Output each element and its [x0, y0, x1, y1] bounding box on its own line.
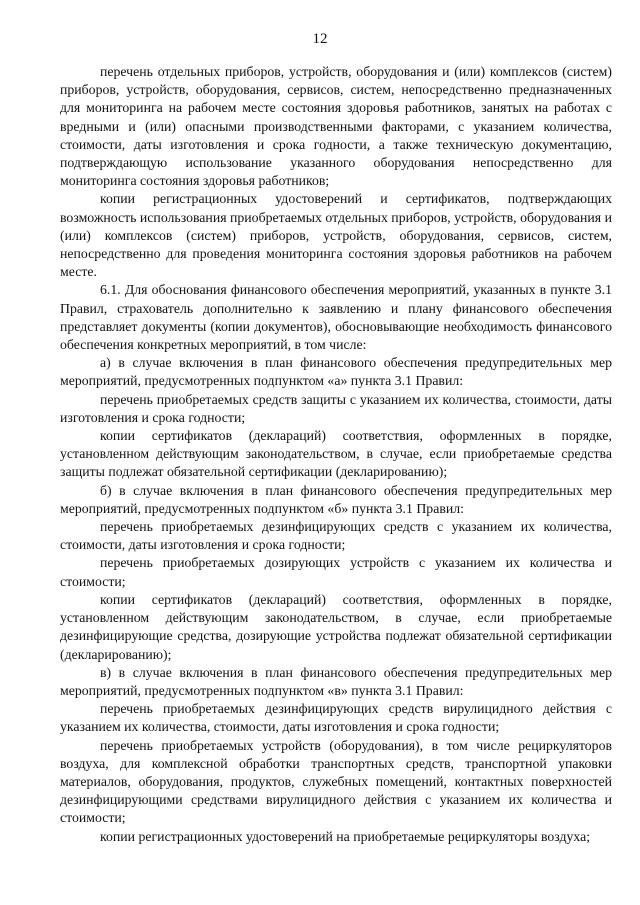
document-body	[60, 63, 612, 846]
paragraph-section-6-1: 6.1. Для обоснования финансового обеспечения мероприятий, указанных в пункте 3.1 Правил, страхователь дополнительно к заявлению и плану финансового обеспечения представляет документы (копии документов), обосновывающие необходимость финансового обеспечения конкретных мероприятий, в том числе:	[60, 282, 612, 353]
paragraph-devices-list: перечень приобретаемых устройств (оборудования), в том числе рециркуляторов воздуха, для комплексной обработки транспортных средств, транспортной упаковки материалов, оборудования, продуктов, служебных помещений, контактных поверхностей дезинфицирующими средствами вирулицидного действия с указанием их количества и стоимости;	[60, 737, 612, 826]
paragraph-subitem-v: в) в случае включения в план финансового обеспечения предупредительных мер мероприятий, предусмотренных подпунктом «в» пункта 3.1 Правил:	[60, 664, 612, 698]
paragraph-disinfectants-list: перечень приобретаемых дезинфицирующих средств с указанием их количества, стоимости, даты изготовления и срока годности;	[60, 519, 612, 553]
page-number: 12	[312, 31, 328, 47]
paragraph-subitem-b: б) в случае включения в план финансового обеспечения предупредительных мер мероприятий, предусмотренных подпунктом «б» пункта 3.1 Правил:	[60, 482, 612, 516]
paragraph-protection-list: перечень приобретаемых средств защиты с указанием их количества, стоимости, даты изготовления и срока годности;	[60, 391, 612, 425]
paragraph-disinfectant-certificates: копии сертификатов (деклараций) соответствия, оформленных в порядке, установленном действующим законодательством, в случае, если приобретаемые дезинфицирующие средства, дозирующие устройства подлежат обязательной сертификации (декларированию);	[60, 591, 612, 662]
paragraph-dosing-devices-list: перечень приобретаемых дозирующих устройств с указанием их количества и стоимости;	[60, 555, 612, 589]
paragraph-protection-certificates: копии сертификатов (деклараций) соответствия, оформленных в порядке, установленном действующим законодательством, в случае, если приобретаемые средства защиты подлежат обязательной сертификации (декларированию);	[60, 428, 612, 480]
paragraph-recirculator-certificates: копии регистрационных удостоверений на приобретаемые рециркуляторы воздуха;	[100, 828, 591, 844]
paragraph-virucidal-list: перечень приобретаемых дезинфицирующих средств вирулицидного действия с указанием их количества, стоимости, даты изготовления и срока годности;	[60, 701, 612, 735]
paragraph-equipment-list: перечень отдельных приборов, устройств, оборудования и (или) комплексов (систем) приборов, устройств, оборудования, сервисов, систем, непосредственно предназначенных для мониторинга на рабочем месте состояния здоровья работников, занятых на работах с вредными и (или) опасными производственными факторами, с указанием количества, стоимости, даты изготовления и срока годности, а также техническую документацию, подтверждающую использование указанного оборудования непосредственно для мониторинга состояния здоровья работников;	[60, 64, 612, 189]
paragraph-registration-certificates: копии регистрационных удостоверений и сертификатов, подтверждающих возможность использования приобретаемых отдельных приборов, устройств, оборудования и (или) комплексов (систем) приборов, устройств, оборудования, сервисов, систем, непосредственно для проведения мониторинга состояния здоровья работников на рабочем месте.	[60, 191, 612, 280]
paragraph-subitem-a: а) в случае включения в план финансового обеспечения предупредительных мер мероприятий, предусмотренных подпунктом «а» пункта 3.1 Правил:	[60, 355, 612, 389]
